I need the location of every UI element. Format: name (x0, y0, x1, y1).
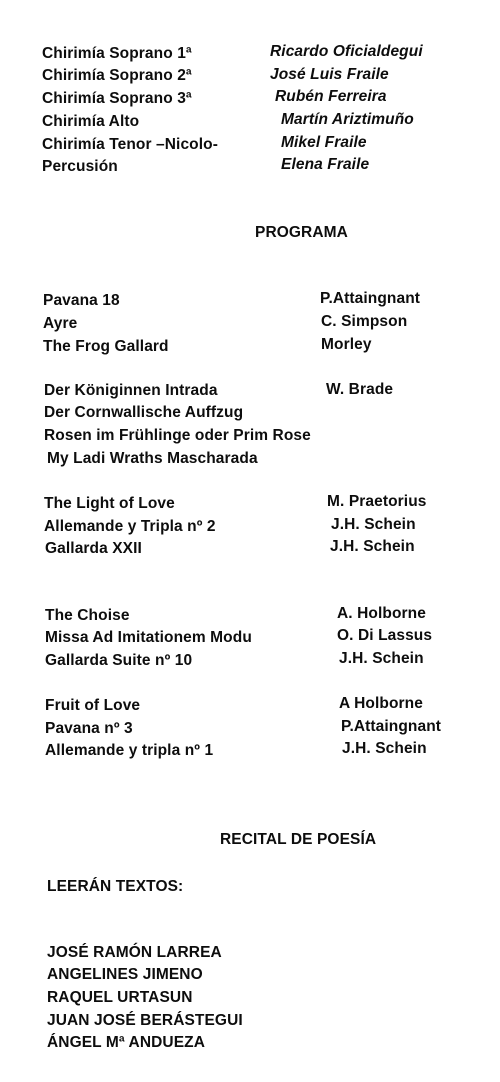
program-composer: J.H. Schein (330, 538, 415, 555)
readers-label: LEERÁN TEXTOS: (47, 878, 184, 895)
cast-name: José Luis Fraile (270, 66, 389, 83)
cast-name: Mikel Fraile (281, 134, 367, 151)
programa-heading: PROGRAMA (255, 224, 348, 241)
reader-name: RAQUEL URTASUN (47, 989, 193, 1006)
program-work: Pavana 18 (43, 292, 120, 309)
cast-role: Chirimía Tenor –Nicolo- (42, 136, 218, 153)
program-composer: M. Praetorius (327, 493, 427, 510)
program-work: My Ladi Wraths Mascharada (47, 450, 258, 467)
program-work: Der Cornwallische Auffzug (44, 404, 244, 421)
program-composer: J.H. Schein (339, 650, 424, 667)
program-composer: A Holborne (339, 695, 423, 712)
cast-name: Ricardo Oficialdegui (270, 43, 423, 60)
cast-role: Chirimía Alto (42, 113, 140, 130)
cast-role: Chirimía Soprano 1ª (42, 45, 192, 62)
program-work: Allemande y Tripla nº 2 (44, 518, 216, 535)
program-work: Gallarda XXII (45, 540, 142, 557)
program-work: Pavana nº 3 (45, 720, 133, 737)
program-work: The Frog Gallard (43, 338, 169, 355)
program-composer: J.H. Schein (342, 740, 427, 757)
cast-name: Martín Ariztimuño (281, 111, 414, 128)
program-composer: Morley (321, 336, 372, 353)
program-work: Missa Ad Imitationem Modu (45, 629, 252, 646)
cast-role: Chirimía Soprano 3ª (42, 90, 192, 107)
reader-name: JOSÉ RAMÓN LARREA (47, 944, 222, 961)
program-work: Allemande y tripla nº 1 (45, 742, 214, 759)
cast-role: Chirimía Soprano 2ª (42, 67, 192, 84)
program-work: The Choise (45, 607, 130, 624)
reader-name: ANGELINES JIMENO (47, 966, 203, 983)
reader-name: ÁNGEL Mª ANDUEZA (47, 1034, 206, 1051)
recital-heading: RECITAL DE POESÍA (220, 831, 377, 848)
program-composer: J.H. Schein (331, 516, 416, 533)
program-composer: O. Di Lassus (337, 627, 433, 644)
program-work: Ayre (43, 315, 78, 332)
program-work: The Light of Love (44, 495, 175, 512)
program-work: Rosen im Frühlinge oder Prim Rose (44, 427, 311, 444)
cast-name: Rubén Ferreira (275, 88, 387, 105)
program-composer: P.Attaingnant (341, 718, 442, 735)
program-composer: P.Attaingnant (320, 290, 421, 307)
reader-name: JUAN JOSÉ BERÁSTEGUI (47, 1012, 243, 1029)
program-work: Der Königinnen Intrada (44, 382, 218, 399)
program-work: Fruit of Love (45, 697, 141, 714)
program-composer: C. Simpson (321, 313, 408, 330)
program-composer: W. Brade (326, 381, 394, 398)
cast-name: Elena Fraile (281, 156, 370, 173)
cast-role: Percusión (42, 158, 118, 175)
program-work: Gallarda Suite nº 10 (45, 652, 193, 669)
program-composer: A. Holborne (337, 605, 426, 622)
